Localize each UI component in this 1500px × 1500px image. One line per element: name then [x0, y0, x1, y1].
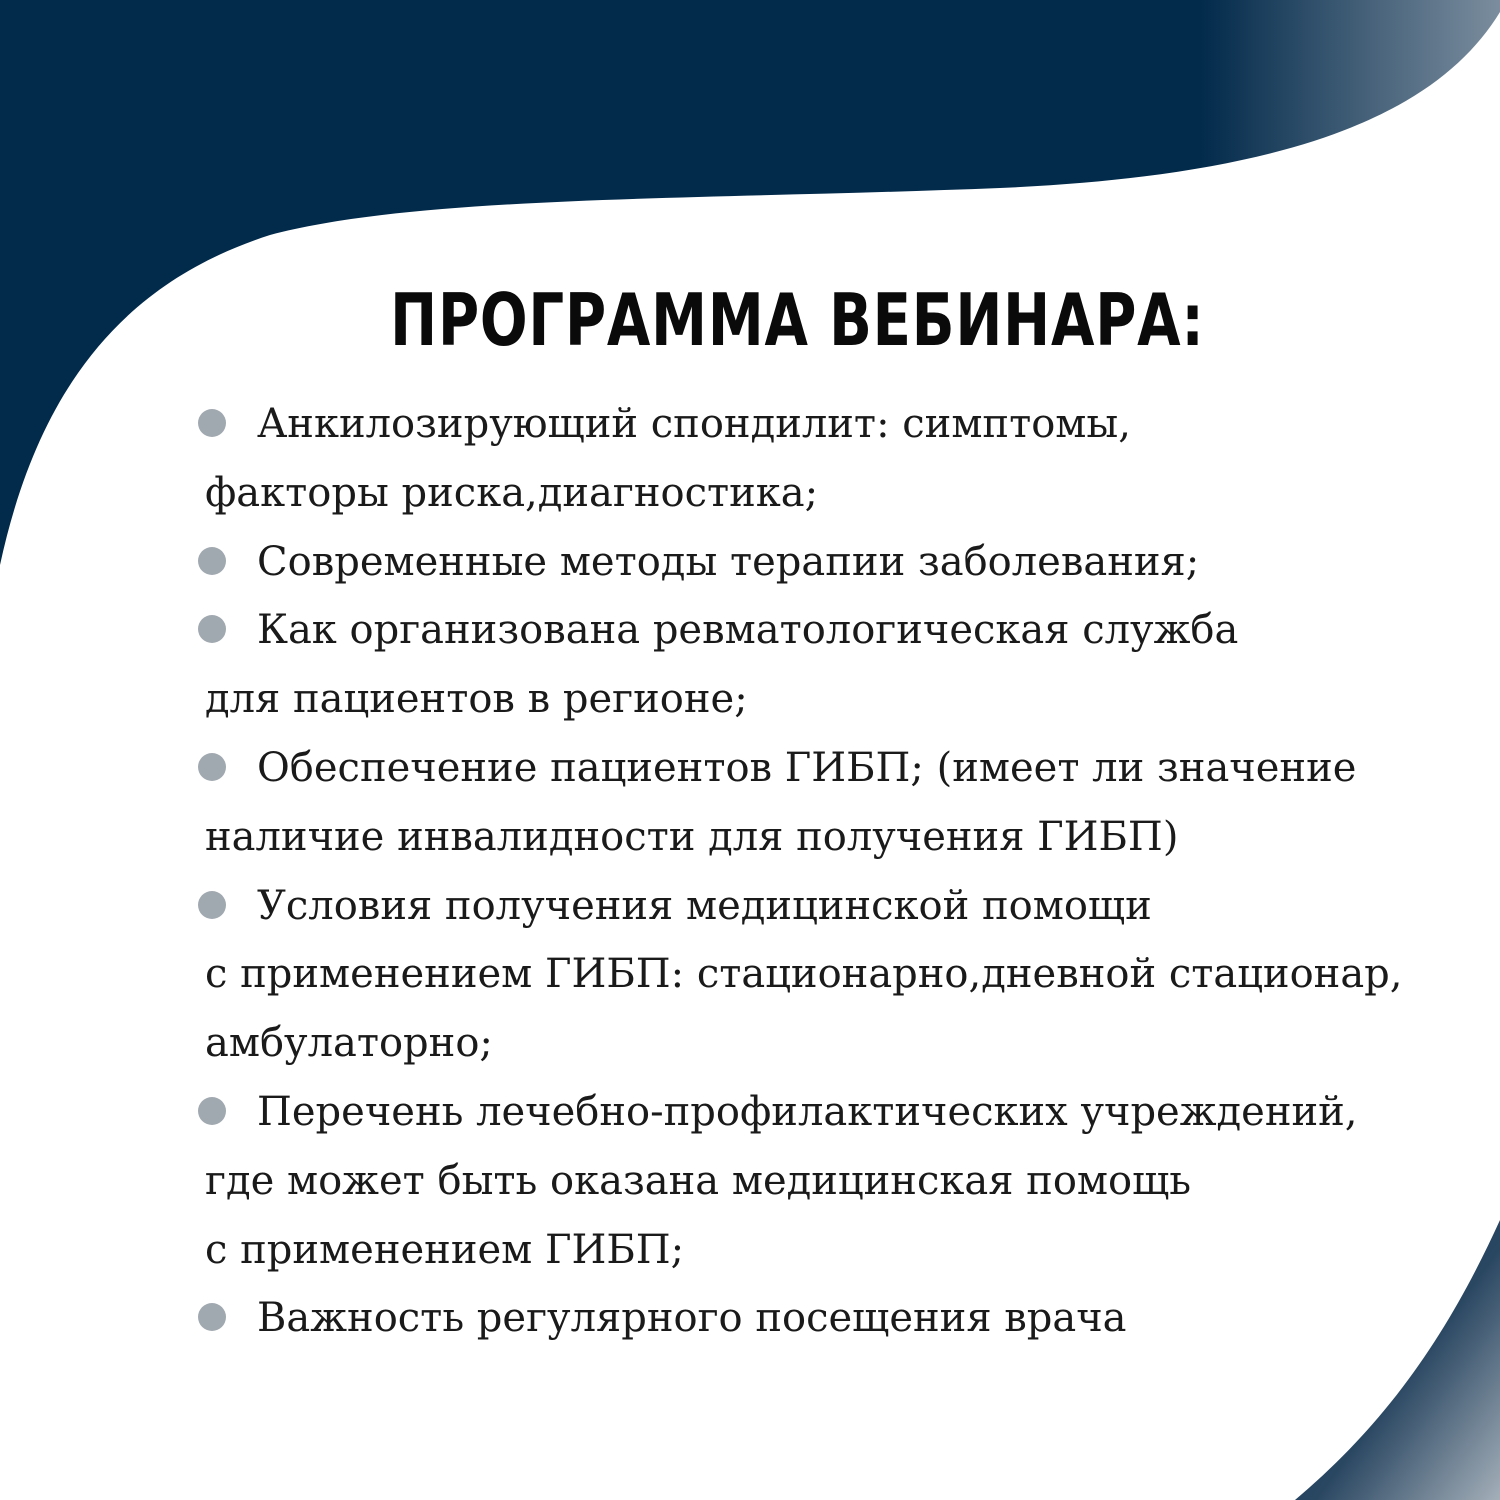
- list-item: [205, 390, 1375, 528]
- list-item: [205, 1078, 1375, 1284]
- list-item-text: Важность регулярного посещения врача: [257, 1295, 1127, 1342]
- list-item-text-continued: с применением ГИБП: стационарно,дневной стационар,: [205, 951, 1403, 998]
- list-item-text-continued: для пациентов в регионе;: [205, 676, 748, 723]
- page-title: ПРОГРАММА ВЕБИНАРА:: [390, 278, 1205, 362]
- list-item: [205, 734, 1375, 872]
- list-item-text-continued: амбулаторно;: [205, 1020, 493, 1067]
- bullet-dot-icon: [198, 753, 226, 781]
- list-item-text-continued: наличие инвалидности для получения ГИБП): [205, 813, 1179, 860]
- list-item: [205, 596, 1375, 734]
- list-item-text-continued: с применением ГИБП;: [205, 1226, 685, 1273]
- list-item: [205, 872, 1403, 1078]
- list-item-text: Современные методы терапии заболевания;: [257, 538, 1200, 585]
- bullet-dot-icon: [198, 1097, 226, 1125]
- list-item-text-continued: где может быть оказана медицинская помощь: [205, 1157, 1192, 1204]
- list-item-text: Как организована ревматологическая служба: [257, 607, 1239, 654]
- bullet-dot-icon: [198, 409, 226, 437]
- list-item-text: Обеспечение пациентов ГИБП; (имеет ли значение: [257, 744, 1357, 791]
- list-item-text-continued: факторы риска,диагностика;: [205, 469, 819, 516]
- bullet-dot-icon: [198, 547, 226, 575]
- list-item-text: Анкилозирующий спондилит: симптомы,: [257, 401, 1131, 447]
- bullet-dot-icon: [198, 615, 226, 643]
- list-item: [205, 1284, 1375, 1353]
- bullet-dot-icon: [198, 1303, 226, 1331]
- list-item-text: Перечень лечебно-профилактических учреждений,: [257, 1088, 1358, 1135]
- program-list: [205, 390, 1403, 1353]
- bullet-dot-icon: [198, 891, 226, 919]
- list-item: [205, 528, 1375, 597]
- list-item-text: Условия получения медицинской помощи: [257, 882, 1152, 929]
